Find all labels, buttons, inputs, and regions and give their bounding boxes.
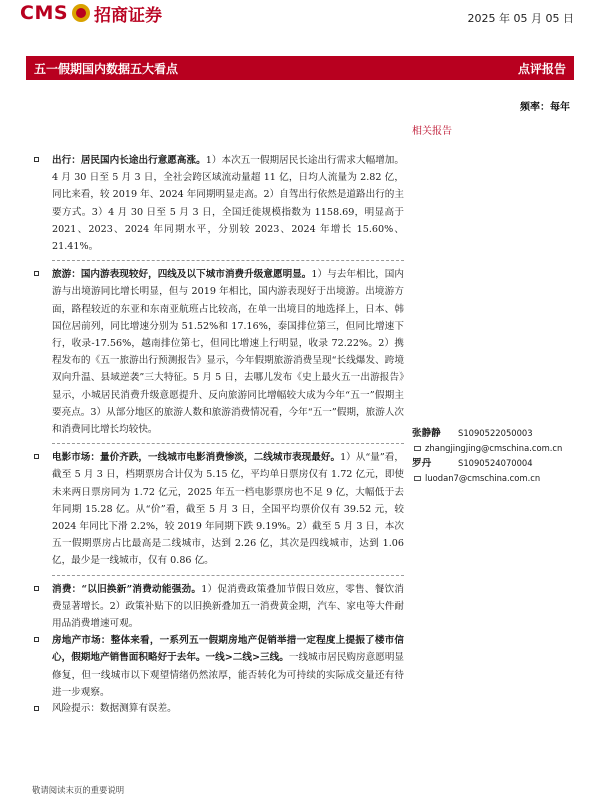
section-heading: 旅游：国内游表现较好，四线及以下城市消费升级意愿明显。 — [52, 269, 312, 281]
analyst-name: 罗丹 — [412, 458, 432, 469]
logo-text-cn: 招商证券 — [94, 5, 163, 26]
company-logo — [20, 0, 162, 26]
section-real-estate — [32, 632, 404, 701]
square-bullet-icon — [34, 454, 39, 459]
analyst-email-row — [412, 471, 572, 486]
square-bullet-icon — [34, 586, 39, 591]
analyst-email[interactable]: luodan7@cmschina.com.cn — [425, 473, 541, 483]
mail-icon — [414, 476, 421, 481]
section-text: 1）本次五一假期居民长途出行需求大幅增加。4 月 30 日至 5 月 3 日，全社会跨区域流动量超 11 亿，日均人流量为 2.82 亿，同比来看，较 2019 年、2024 年同期明显走高。2）自驾出行依然是道路出行的主要方式。3）4 月 30 日至 5 月 3 日，全国迁徙规模指数为 1158.69，明显高于 2021、2023、2024 年同期水平，分别较 2023、2024 年增长 15.60%、21.41%。 — [52, 155, 404, 253]
report-date: 2025 年 05 月 05 日 — [467, 12, 574, 25]
risk-text: 风险提示：数据测算有误差。 — [52, 703, 177, 715]
analyst-email-row — [412, 441, 572, 456]
section-heading: 出行：居民国内长途出行意愿高涨。 — [52, 155, 206, 166]
logo-text-en: CMS — [20, 2, 69, 24]
related-reports-link[interactable]: 相关报告 — [412, 126, 452, 137]
logo-badge-icon — [72, 4, 90, 22]
section-text: 1）从“量”看，截至 5 月 3 日，档期票房合计仅为 5.15 亿，平均单日票房仅有 1.72 亿元，即使未来两日票房同为 1.72 亿元，2025 年五一档电影票房也不足 9 亿，大幅低于去年同期 15.28 亿。从“价”看，截至 5 月 3 日，全国平均票价仅有 39.52 元，较 2024 年同比下滑 2.2%，较 2019 年同期下跌 9.19%。2）截至 5 月 3 日，本次五一假期票房占比最高是二线城市，达到 2.26 亿，其次是四线城市，达到 1.06 亿，最少是一线城市，仅有 0.86 亿。 — [52, 452, 405, 567]
section-tourism — [32, 266, 404, 438]
analyst-panel — [412, 426, 572, 486]
analyst-row — [412, 456, 572, 471]
report-title: 五一假期国内数据五大看点 — [34, 61, 179, 76]
section-heading: 消费：“以旧换新”消费动能强劲。 — [52, 583, 202, 595]
report-type-tag: 点评报告 — [517, 61, 566, 76]
analyst-name: 张静静 — [412, 428, 441, 439]
square-bullet-icon — [34, 271, 39, 276]
section-divider — [52, 575, 404, 576]
square-bullet-icon — [34, 637, 39, 642]
section-text: 1）与去年相比，国内游与出境游同比增长明显，但与 2019 年相比，国内游表现好于出境游。出境游方面，路程较近的东亚和东南亚航班占比较高，在单一出境目的地选择上，日本、韩国位居前列，同比增速分别为 51.52%和 17.16%，泰国排位第三，但同比增速下行，收录-17.56%，越南排位第七，但同比增速上行明显，收录 72.22%。2）携程发布的《五一旅游出行预测报告》显示，今年假期旅游消费呈现“长线爆发、跨境双向升温、县域逆袭”三大特征。5 月 5 日，去哪儿发布《史上最火五一出游报告》显示，小城居民消费升级意愿提升、反向旅游同比增幅较大成为今年“五一”假期主要亮点。3）从部分地区的旅游人数和旅游消费情况看，今年“五一”假期，旅游人次和消费同比增长均较快。 — [52, 269, 404, 436]
title-banner — [26, 56, 574, 80]
analyst-id: S1090524070004 — [458, 458, 533, 468]
footer-note: 敬请阅读末页的重要说明 — [32, 785, 125, 795]
section-divider — [52, 260, 404, 261]
analyst-id: S1090522050003 — [458, 428, 533, 438]
square-bullet-icon — [34, 706, 39, 711]
section-text: 一线城市居民购房意愿明显修复，但一线城市以下观望情绪仍然浓厚，能否转化为可持续的实际成交量还有待进一步观察。 — [52, 652, 405, 698]
section-consumption — [32, 581, 404, 633]
analyst-row — [412, 426, 572, 441]
square-bullet-icon — [34, 157, 39, 162]
report-body — [32, 152, 404, 717]
section-heading: 电影市场：量价齐跌，一线城市电影消费惨淡，二线城市表现最好。 — [52, 452, 341, 464]
section-heading: 房地产市场：整体来看，一系列五一假期房地产促销举措一定程度上提振了楼市信心，假期地产销售面积略好于去年。一线>二线>三线。 — [52, 635, 404, 664]
report-frequency: 频率：每年 — [520, 102, 570, 113]
analyst-email[interactable]: zhangjingjing@cmschina.com.cn — [425, 443, 563, 453]
section-cinema — [32, 449, 404, 569]
section-text: 1）促消费政策叠加节假日效应，零售、餐饮消费显著增长。2）政策补贴下的以旧换新叠加五一消费黄金期，汽车、家电等大件耐用品消费增速可观。 — [52, 583, 404, 630]
mail-icon — [414, 446, 421, 451]
risk-warning — [32, 701, 404, 717]
section-divider — [52, 443, 404, 444]
section-travel — [32, 152, 404, 255]
